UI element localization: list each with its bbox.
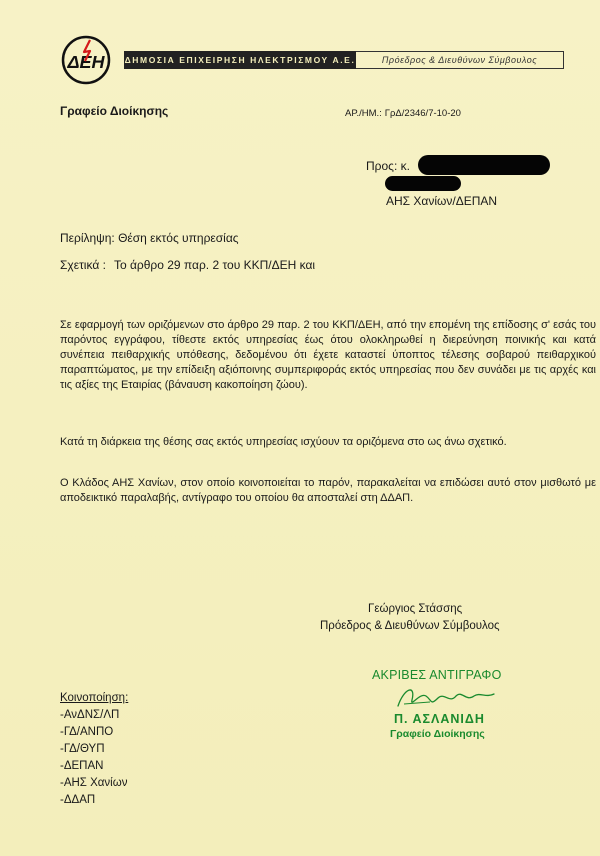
- protocol-number: [345, 108, 461, 119]
- list-item: -ΔΔΑΠ: [60, 794, 96, 806]
- protocol-value: ΓρΔ/2346/7-10-20: [384, 108, 461, 119]
- redaction-mark: [418, 155, 550, 175]
- letterhead-department: Πρόεδρος & Διευθύνων Σύμβουλος: [356, 51, 564, 69]
- stamp-name: Π. ΑΣΛΑΝΙΔΗ: [394, 712, 485, 726]
- protocol-label: ΑΡ./ΗΜ.:: [345, 108, 382, 119]
- reference-label: Σχετικά :: [60, 258, 106, 272]
- issuing-office: Γραφείο Διοίκησης: [60, 104, 169, 118]
- redaction-mark: [385, 176, 461, 191]
- list-item: -ΓΔ/ΑΝΠΟ: [60, 726, 114, 738]
- subject-reference: [60, 258, 315, 272]
- subject-summary: Περίληψη: Θέση εκτός υπηρεσίας: [60, 231, 239, 245]
- list-item: -ΑνΔΝΣ/ΛΠ: [60, 709, 120, 721]
- signatory-name: Γεώργιος Στάσσης: [368, 603, 463, 615]
- recipient-prefix: Προς: κ.: [366, 159, 410, 173]
- letterhead-banner: [124, 50, 564, 70]
- stamp-title: ΑΚΡΙΒΕΣ ΑΝΤΙΓΡΑΦΟ: [372, 668, 502, 682]
- dei-logo-icon: [60, 34, 112, 86]
- recipient-unit: ΑΗΣ Χανίων/ΔΕΠΑΝ: [386, 194, 498, 208]
- list-item: -ΔΕΠΑΝ: [60, 760, 104, 772]
- body-paragraph-2: Κατά τη διάρκεια της θέσης σας εκτός υπηρεσίας ισχύουν τα οριζόμενα στο ως άνω σχετικό.: [60, 436, 507, 448]
- company-name: ΔΗΜΟΣΙΑ ΕΠΙΧΕΙΡΗΣΗ ΗΛΕΚΤΡΙΣΜΟΥ Α.Ε.: [124, 51, 356, 69]
- distribution-items: [60, 707, 128, 809]
- body-paragraph-1: Σε εφαρμογή των οριζόμενων στο άρθρο 29 παρ. 2 του ΚΚΠ/ΔΕΗ, από την επομένη της επίδοσης σ' εσάς του παρόντος εγγράφου, τίθεστε εκτός υπηρεσίας έως ότου ολοκληρωθεί η διερεύνηση ποινικής και κατά συνέπεια πειθαρχικής υπόθεσης, δεδομένου ότι έχετε καταστεί ύποπτος τέλεσης σοβαρού πειθαρχικού παραπτώματος, με την επίδειξη αξιόποινης συμπεριφοράς εκτός υπηρεσίας που δεν συνάδει με τις αρχές και τις αξίες της Εταιρίας (βάναυση κακοποίηση ζώου).: [60, 319, 596, 391]
- list-item: -ΓΔ/ΘΥΠ: [60, 743, 105, 755]
- body-paragraph-3: Ο Κλάδος ΑΗΣ Χανίων, στον οποίο κοινοποιείται το παρόν, παρακαλείται να επιδώσει αυτό στον μισθωτό με αποδεικτικό παραλαβής, αντίγραφο του οποίου θα αποσταλεί στη ΔΔΑΠ.: [60, 477, 596, 504]
- stamp-office: Γραφείο Διοίκησης: [390, 728, 485, 740]
- certified-copy-stamp: [372, 668, 532, 748]
- reference-text: Το άρθρο 29 παρ. 2 του ΚΚΠ/ΔΕΗ και: [113, 258, 316, 272]
- distribution-title: Κοινοποίηση:: [60, 692, 129, 704]
- logo-text: ΔΕΗ: [67, 52, 105, 72]
- distribution-list: [60, 690, 128, 809]
- signatory-title: Πρόεδρος & Διευθύνων Σύμβουλος: [320, 620, 500, 632]
- list-item: -ΑΗΣ Χανίων: [60, 777, 128, 789]
